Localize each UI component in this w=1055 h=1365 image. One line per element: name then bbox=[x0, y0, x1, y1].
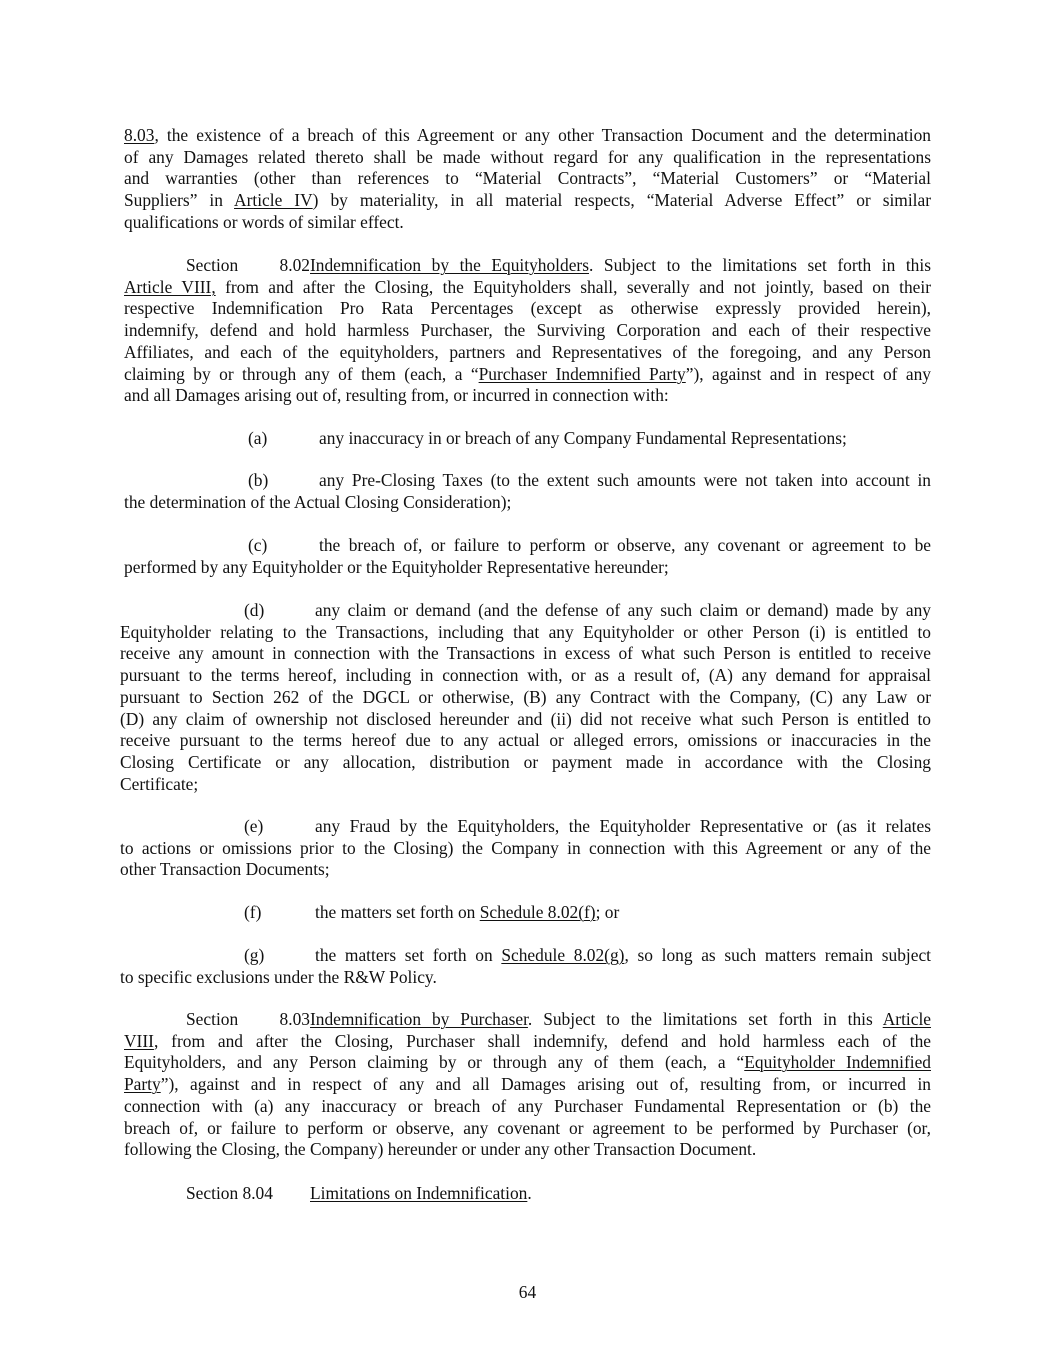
line: Suppliers” in Article IV) by materiality, in all material respects, “Material Adverse Effect” or similar bbox=[124, 190, 932, 211]
article-reference-link: Article bbox=[882, 1009, 932, 1029]
schedule-reference-link: Schedule 8.02(g) bbox=[501, 945, 625, 965]
clause-label: (f) bbox=[244, 902, 262, 922]
clause-g: (g) the matters set forth on Schedule 8.02(g), so long as such matters remain subject to specific exclusions under the R&W Policy. bbox=[120, 945, 932, 987]
clause-f: (f) the matters set forth on Schedule 8.02(f); or bbox=[244, 902, 620, 922]
section-title: Limitations on Indemnification bbox=[310, 1183, 528, 1203]
clause-label: (d) bbox=[244, 600, 265, 620]
section-number: Section 8.03 bbox=[186, 1009, 310, 1029]
line: claiming by or through any of them (each, a “Purchaser Indemnified Party”), against and in respect of any bbox=[124, 363, 931, 384]
clause-label: (a) bbox=[248, 428, 268, 448]
schedule-reference-link: Schedule 8.02(f) bbox=[479, 902, 596, 922]
clause-c: (c) the breach of, or failure to perform or observe, any covenant or agreement to be performed by any Equityholder or the Equityholder Representative hereunder; bbox=[124, 535, 931, 577]
line: VIII, from and after the Closing, Purchaser shall indemnify, defend and hold harmless each of the bbox=[124, 1030, 931, 1051]
clause-d: (d) any claim or demand (and the defense of any such claim or demand) made by any Equityholder relating to the Transactions, including that any Equityholder or other Person (i) is entitled to receive any amount in connection with the Transactions in excess of what such Person is entitled to receive pursuant to the terms hereof, including in connection with, or as a result of, (A) any demand for appraisal pursuant to Section 262 of the DGCL or otherwise, (B) any Contract with the Company, (C) any Law or (D) any claim of ownership not disclosed hereunder and (ii) did not receive what such Person is entitled to receive pursuant to the terms hereof due to any actual or alleged errors, omissions or inaccuracies in the Closing Certificate or any allocation, distribution or payment made in accordance with the Closing Certificate; bbox=[120, 600, 931, 794]
section-8-03: Section 8.03Indemnification by Purchaser. Subject to the limitations set forth in this Article VIII, from and after the Closing, Purchaser shall indemnify, defend and hold harmless each of the Equityholders, and any Person claiming by or through any of them (each, a “Equityholder Indemnified Party”), against and in respect of any and all Damages arising out of, resulting from, or incurred in connection with (a) any inaccuracy or breach of any Purchaser Fundamental Representation or (b) the breach of, or failure to perform or observe, any covenant or agreement to be performed by Purchaser (or, following the Closing, the Company) hereunder or under any other Transaction Document. bbox=[124, 1009, 932, 1160]
section-heading-line: Section 8.03Indemnification by Purchaser. Subject to the limitations set forth in this Article bbox=[186, 1009, 932, 1029]
article-reference-link: Article IV bbox=[234, 190, 313, 211]
clause-b: (b) any Pre-Closing Taxes (to the extent such amounts were not taken into account in the determination of the Actual Closing Consideration); bbox=[124, 470, 931, 512]
line: Party”), against and in respect of any and all Damages arising out of, resulting from, or incurred in bbox=[124, 1074, 931, 1095]
line: 8.03, the existence of a breach of this Agreement or any other Transaction Document and the determination bbox=[124, 125, 931, 145]
section-reference-link: 8.03 bbox=[124, 125, 155, 145]
clause-e: (e) any Fraud by the Equityholders, the Equityholder Representative or (as it relates to actions or omissions prior to the Closing) the Company in connection with this Agreement or any of the other Transaction Documents; bbox=[120, 816, 931, 880]
page-number: 64 bbox=[518, 1282, 537, 1302]
section-number: Section 8.02 bbox=[186, 255, 310, 275]
continuation-paragraph: 8.03, the existence of a breach of this Agreement or any other Transaction Document and the determination of any Damages related thereto shall be made without regard for any qualification in the representations and warranties (other than references to “Material Contracts”, “Material Customers” or “Material Suppliers” in Article IV) by materiality, in all material respects, “Material Adverse Effect” or similar qualifications or words of similar effect. bbox=[124, 125, 932, 232]
section-8-02: Section 8.02Indemnification by the Equityholders. Subject to the limitations set forth in this Article VIII, from and after the Closing, the Equityholders shall, severally and not jointly, based on their respective Indemnification Pro Rata Percentages (except as otherwise expressly provided herein), indemnify, defend and hold harmless Purchaser, the Surviving Corporation and each of their respective Affiliates, and each of the equityholders, partners and Representatives of the foregoing, and any Person claiming by or through any of them (each, a “Purchaser Indemnified Party”), against and in respect of any and all Damages arising out of, resulting from, or incurred in connection with: bbox=[124, 255, 931, 406]
defined-term: Purchaser Indemnified Party bbox=[478, 363, 686, 384]
section-8-04: Section 8.04 Limitations on Indemnification. bbox=[186, 1183, 532, 1203]
clause-label: (c) bbox=[248, 535, 268, 555]
clause-a: (a) any inaccuracy in or breach of any Company Fundamental Representations; bbox=[248, 428, 847, 448]
section-heading-line: Section 8.02Indemnification by the Equityholders. Subject to the limitations set forth in this bbox=[186, 255, 931, 275]
clause-label: (g) bbox=[244, 945, 265, 965]
clause-label: (b) bbox=[248, 470, 269, 490]
clause-label: (e) bbox=[244, 816, 264, 836]
section-title: Indemnification by the Equityholders bbox=[310, 255, 589, 275]
article-reference-link: Article VIII, bbox=[124, 276, 216, 297]
defined-term: Equityholder Indemnified bbox=[744, 1052, 931, 1073]
line: Article VIII, from and after the Closing, the Equityholders shall, severally and not jointly, based on their bbox=[124, 276, 931, 297]
section-number: Section 8.04 bbox=[186, 1183, 273, 1203]
line: Equityholders, and any Person claiming by or through any of them (each, a “Equityholder Indemnified bbox=[124, 1052, 931, 1073]
section-title: Indemnification by Purchaser bbox=[310, 1009, 528, 1029]
